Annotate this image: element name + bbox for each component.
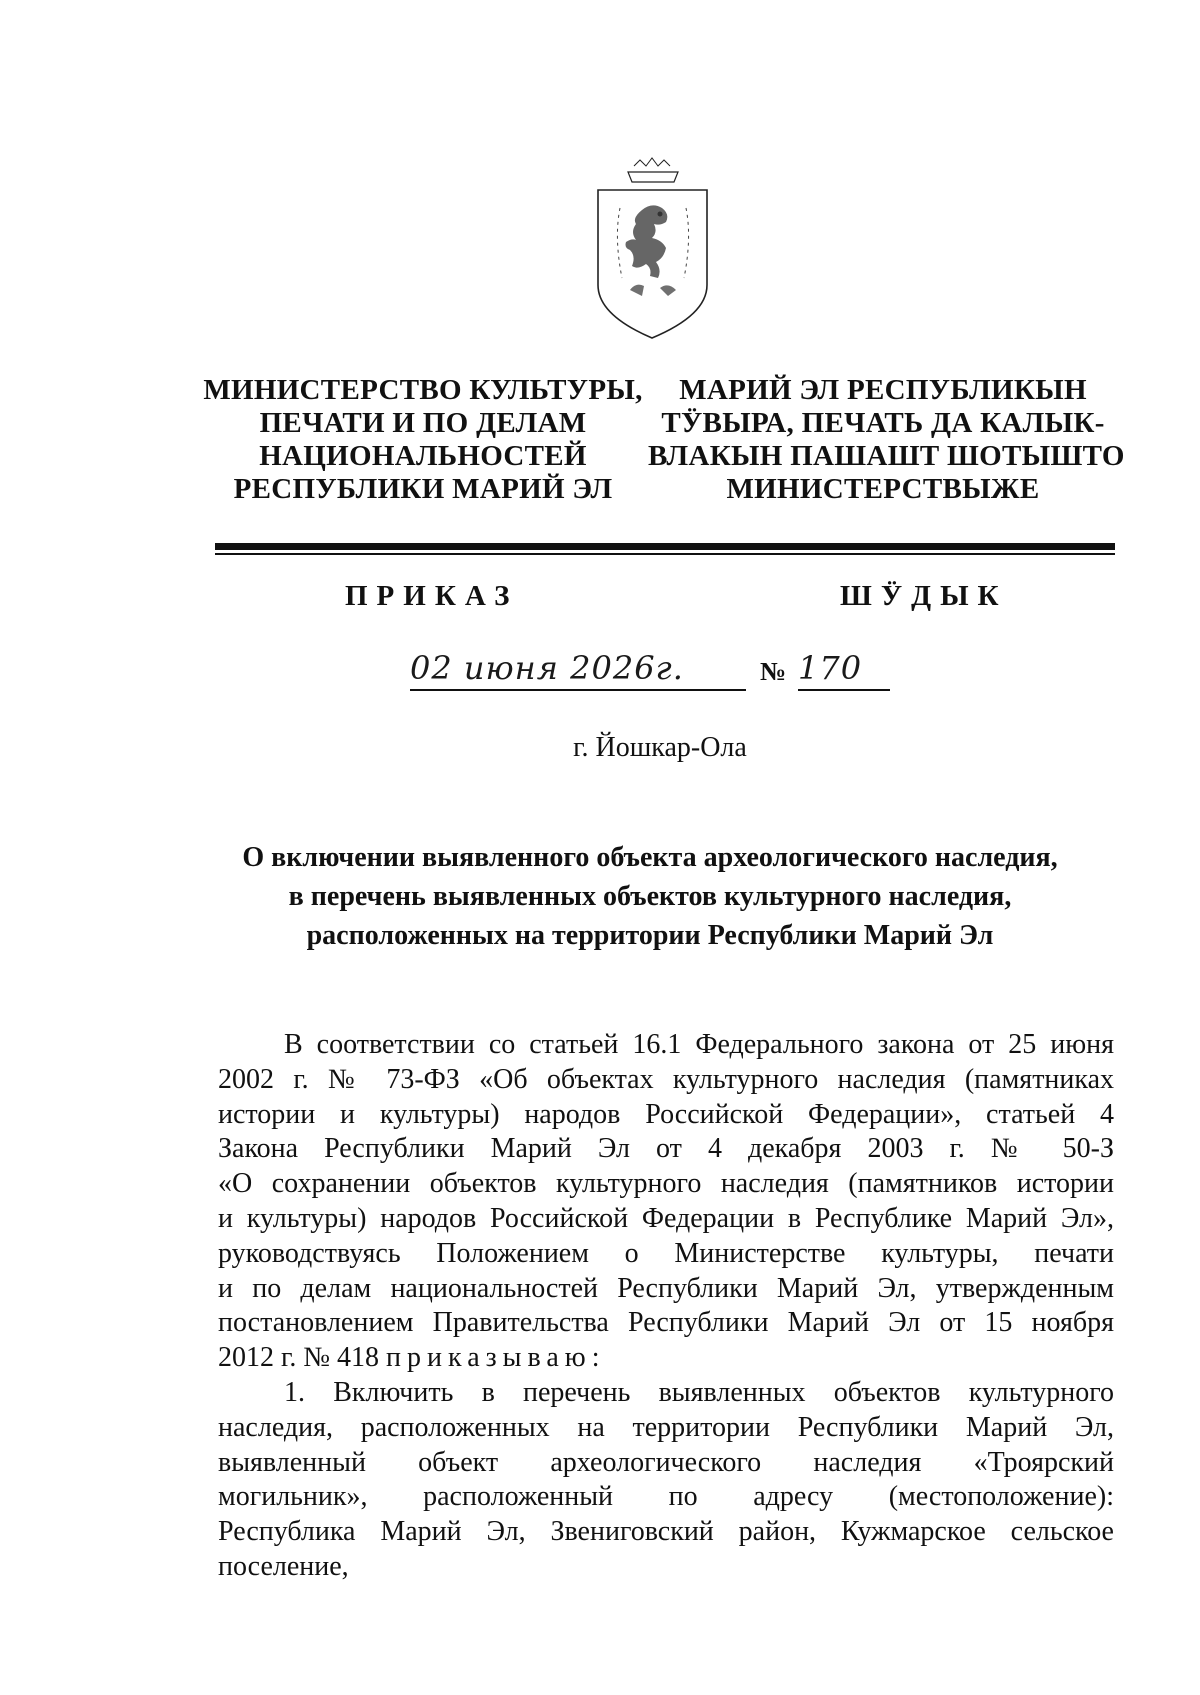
- paragraph-line: и культуры) народов Российской Федерации в Республике Марий Эл»,: [218, 1202, 1114, 1234]
- paragraph-line: истории и культуры) народов Российской Федерации», статьей 4: [218, 1098, 1114, 1130]
- ministry-line: РЕСПУБЛИКИ МАРИЙ ЭЛ: [233, 473, 613, 505]
- order-verb: приказываю:: [386, 1342, 606, 1374]
- paragraph-line-last: поселение,: [218, 1550, 349, 1582]
- ministry-line: МИНИСТЕРСТВО КУЛЬТУРЫ,: [203, 374, 643, 406]
- ministry-line: ПЕЧАТИ И ПО ДЕЛАМ: [259, 407, 587, 439]
- handwritten-date: 02 июня 2026г.: [410, 649, 746, 691]
- paragraph-line: и по делам национальностей Республики Марий Эл, утвержденным: [218, 1272, 1114, 1304]
- clause-1-paragraph: [218, 1376, 1114, 1585]
- ministry-line: МАРИЙ ЭЛ РЕСПУБЛИКЫН: [679, 374, 1087, 406]
- paragraph-line: «О сохранении объектов культурного наследия (памятников истории: [218, 1168, 1114, 1200]
- document-type-mari: ШӰДЫК: [840, 580, 1008, 612]
- paragraph-line: Закона Республики Марий Эл от 4 декабря 2003 г. № 50-З: [218, 1133, 1114, 1165]
- ministry-line: ВЛАКЫН ПАШАШТ ШОТЫШТО: [648, 440, 1125, 472]
- header-divider-thin: [215, 553, 1115, 555]
- paragraph-line: постановлением Правительства Республики Марий Эл от 15 ноября: [218, 1307, 1114, 1339]
- document-type-russian: ПРИКАЗ: [345, 580, 519, 612]
- title-line: расположенных на территории Республики Марий Эл: [306, 920, 994, 951]
- number-sign: №: [760, 657, 787, 686]
- order-reference: 2012 г. № 418: [218, 1342, 387, 1374]
- title-line: в перечень выявленных объектов культурного наследия,: [288, 881, 1012, 912]
- paragraph-line: руководствуясь Положением о Министерстве культуры, печати: [218, 1237, 1114, 1269]
- ministry-name-russian: [198, 374, 648, 506]
- handwritten-number: 170: [798, 649, 890, 691]
- city-name: г. Йошкар-Ола: [573, 732, 747, 763]
- ministry-name-mari: [648, 374, 1125, 506]
- ministry-line: ТӰВЫРА, ПЕЧАТЬ ДА КАЛЫК-: [661, 407, 1105, 439]
- document-title: [180, 838, 1120, 955]
- ministry-line: НАЦИОНАЛЬНОСТЕЙ: [259, 440, 587, 472]
- paragraph-line: выявленный объект археологического наследия «Троярский: [218, 1446, 1114, 1478]
- title-line: О включении выявленного объекта археологического наследия,: [242, 842, 1058, 873]
- header-divider-thick: [215, 543, 1115, 550]
- coat-of-arms-emblem: [590, 150, 715, 345]
- paragraph-line-last: [218, 1341, 1114, 1376]
- paragraph-line: Республика Марий Эл, Звениговский район, Кужмарское сельское: [218, 1516, 1114, 1548]
- paragraph-line: 2002 г. № 73-ФЗ «Об объектах культурного наследия (памятниках: [218, 1063, 1114, 1095]
- paragraph-line: могильник», расположенный по адресу (местоположение):: [218, 1481, 1114, 1513]
- paragraph-line: наследия, расположенных на территории Республики Марий Эл,: [218, 1411, 1114, 1443]
- ministry-line: МИНИСТЕРСТВЫЖЕ: [726, 473, 1040, 505]
- paragraph-line: 1. Включить в перечень выявленных объектов культурного: [284, 1377, 1114, 1408]
- preamble-paragraph: [218, 1028, 1114, 1376]
- paragraph-line: В соответствии со статьей 16.1 Федерального закона от 25 июня: [284, 1029, 1114, 1060]
